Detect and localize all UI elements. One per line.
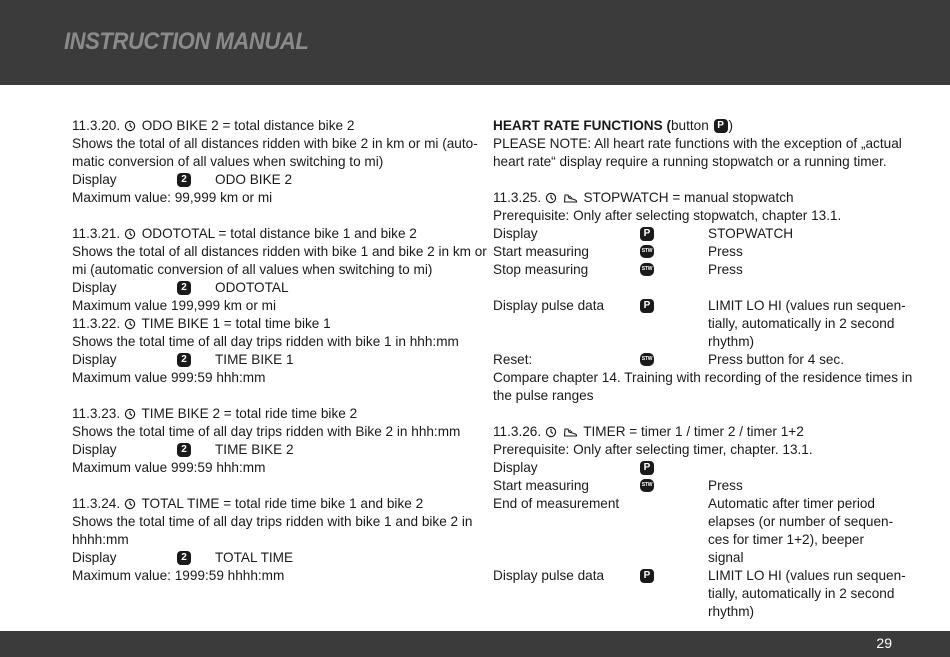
display-value: ODOTOTAL	[215, 280, 289, 295]
row-value: Press	[708, 262, 743, 277]
row-label: Display	[493, 226, 538, 241]
display-row	[72, 441, 472, 459]
heart-rate-functions-intro	[493, 117, 902, 171]
display-row	[72, 171, 472, 189]
display-pulse-row	[493, 567, 906, 621]
row-label: End of measurement	[493, 496, 620, 511]
section-number: 11.3.23.	[72, 406, 121, 421]
section-11-3-20	[72, 117, 478, 207]
display-value: TIME BIKE 1	[215, 352, 294, 367]
section-title: TIME BIKE 2 = total ride time bike 2	[141, 406, 358, 421]
row-label: Display pulse data	[493, 568, 605, 583]
left-column	[72, 117, 487, 585]
heading-text: HEART RATE FUNCTIONS (	[493, 118, 671, 133]
clock-icon	[545, 192, 557, 204]
display-label: Display	[72, 352, 117, 367]
display-row	[72, 549, 472, 567]
maximum-value: Maximum value: 99,999 km or mi	[72, 190, 273, 205]
stopwatch-button-icon: STW	[640, 245, 654, 258]
pulse-button-icon: P	[640, 569, 654, 583]
section-title: ODO BIKE 2 = total distance bike 2	[141, 118, 355, 133]
display-label: Display	[72, 280, 117, 295]
maximum-value: Maximum value: 1999:59 hhhh:mm	[72, 568, 285, 583]
reset-row	[493, 351, 893, 369]
clock-icon	[124, 318, 136, 330]
bike-2-button-icon: 2	[177, 281, 191, 295]
start-measuring-row	[493, 477, 893, 495]
right-column	[493, 117, 913, 621]
maximum-value: Maximum value 999:59 hhh:mm	[72, 370, 266, 385]
page-footer	[0, 631, 950, 657]
maximum-value: Maximum value 199,999 km or mi	[72, 298, 276, 313]
heading-close: )	[728, 118, 734, 133]
section-11-3-25	[493, 189, 913, 405]
compare-text: the pulse ranges	[493, 388, 594, 403]
row-label: Display pulse data	[493, 298, 605, 313]
section-title: TIMER = timer 1 / timer 2 / timer 1+2	[583, 424, 804, 439]
compare-text: Compare chapter 14. Training with recording of the residence times in	[493, 370, 913, 385]
row-label: Stop measuring	[493, 262, 589, 277]
running-shoe-icon	[563, 426, 578, 438]
section-number: 11.3.24.	[72, 496, 121, 511]
start-measuring-row	[493, 243, 893, 261]
row-value: STOPWATCH	[708, 226, 794, 241]
display-row	[72, 279, 472, 297]
pulse-button-icon: P	[640, 461, 654, 475]
row-value: LIMIT LO HI (values run sequen- tially, automatically in 2 second rhythm)	[708, 568, 906, 619]
stopwatch-button-icon: STW	[640, 479, 654, 492]
end-of-measurement-row	[493, 495, 893, 567]
bike-2-button-icon: 2	[177, 443, 191, 457]
body-text: hhhh:mm	[72, 532, 129, 547]
stopwatch-button-icon: STW	[640, 263, 654, 276]
note-text: heart rate“ display require a running stopwatch or a running timer.	[493, 154, 887, 169]
heading-button-word: button	[670, 118, 709, 133]
prerequisite: Prerequisite: Only after selecting timer, chapter. 13.1.	[493, 442, 813, 457]
section-number: 11.3.20.	[72, 118, 121, 133]
display-row	[72, 351, 472, 369]
section-11-3-22	[72, 315, 472, 387]
clock-icon	[545, 426, 557, 438]
section-title: TOTAL TIME = total ride time bike 1 and bike 2	[141, 496, 424, 511]
display-label: Display	[72, 442, 117, 457]
body-text: Shows the total of all distances ridden with bike 1 and bike 2 in km or	[72, 244, 487, 259]
row-value: Press button for 4 sec.	[708, 352, 845, 367]
body-text: Shows the total time of all day trips ridden with Bike 2 in hhh:mm	[72, 424, 461, 439]
bike-2-button-icon: 2	[177, 551, 191, 565]
body-text: Shows the total time of all day trips ridden with bike 1 and bike 2 in	[72, 514, 473, 529]
section-number: 11.3.26.	[493, 424, 542, 439]
section-11-3-26	[493, 423, 906, 621]
pulse-button-icon: P	[640, 227, 654, 241]
display-value: TIME BIKE 2	[215, 442, 294, 457]
bike-2-button-icon: 2	[177, 173, 191, 187]
row-value: Automatic after timer period elapses (or number of sequen- ces for timer 1+2), beeper signal	[708, 496, 894, 565]
section-number: 11.3.21.	[72, 226, 121, 241]
display-pulse-row	[493, 297, 906, 351]
section-11-3-24	[72, 495, 472, 585]
display-row	[493, 459, 893, 477]
prerequisite: Prerequisite: Only after selecting stopwatch, chapter 13.1.	[493, 208, 842, 223]
display-row	[493, 225, 893, 243]
body-text: matic conversion of all values when switching to mi)	[72, 154, 384, 169]
clock-icon	[124, 228, 136, 240]
pulse-button-icon: P	[640, 299, 654, 313]
row-label: Start measuring	[493, 478, 589, 493]
section-number: 11.3.22.	[72, 316, 121, 331]
display-label: Display	[72, 172, 117, 187]
row-label: Display	[493, 460, 538, 475]
display-value: TOTAL TIME	[215, 550, 294, 565]
section-title: TIME BIKE 1 = total time bike 1	[141, 316, 331, 331]
body-text: mi (automatic conversion of all values when switching to mi)	[72, 262, 433, 277]
body-text: Shows the total time of all day trips ridden with bike 1 in hhh:mm	[72, 334, 459, 349]
section-heading	[493, 117, 893, 135]
note-text: PLEASE NOTE: All heart rate functions with the exception of „actual	[493, 136, 902, 151]
clock-icon	[124, 120, 136, 132]
running-shoe-icon	[563, 192, 578, 204]
pulse-button-icon: P	[714, 119, 728, 133]
header-title: INSTRUCTION MANUAL	[64, 28, 309, 55]
clock-icon	[124, 498, 136, 510]
row-label: Reset:	[493, 352, 533, 367]
display-label: Display	[72, 550, 117, 565]
clock-icon	[124, 408, 136, 420]
display-value: ODO BIKE 2	[215, 172, 293, 187]
row-value: Press	[708, 244, 743, 259]
stop-measuring-row	[493, 261, 893, 279]
row-label: Start measuring	[493, 244, 589, 259]
bike-2-button-icon: 2	[177, 353, 191, 367]
section-title: ODOTOTAL = total distance bike 1 and bike 2	[141, 226, 417, 241]
stopwatch-button-icon: STW	[640, 353, 654, 366]
section-title: STOPWATCH = manual stopwatch	[583, 190, 794, 205]
page-number: 29	[876, 635, 892, 651]
row-value: LIMIT LO HI (values run sequen- tially, automatically in 2 second rhythm)	[708, 298, 906, 349]
body-text: Shows the total of all distances ridden with bike 2 in km or mi (auto-	[72, 136, 478, 151]
page-header	[0, 0, 950, 85]
section-11-3-21	[72, 225, 487, 315]
section-number: 11.3.25.	[493, 190, 542, 205]
section-11-3-23	[72, 405, 472, 477]
row-value: Press	[708, 478, 743, 493]
maximum-value: Maximum value 999:59 hhh:mm	[72, 460, 266, 475]
